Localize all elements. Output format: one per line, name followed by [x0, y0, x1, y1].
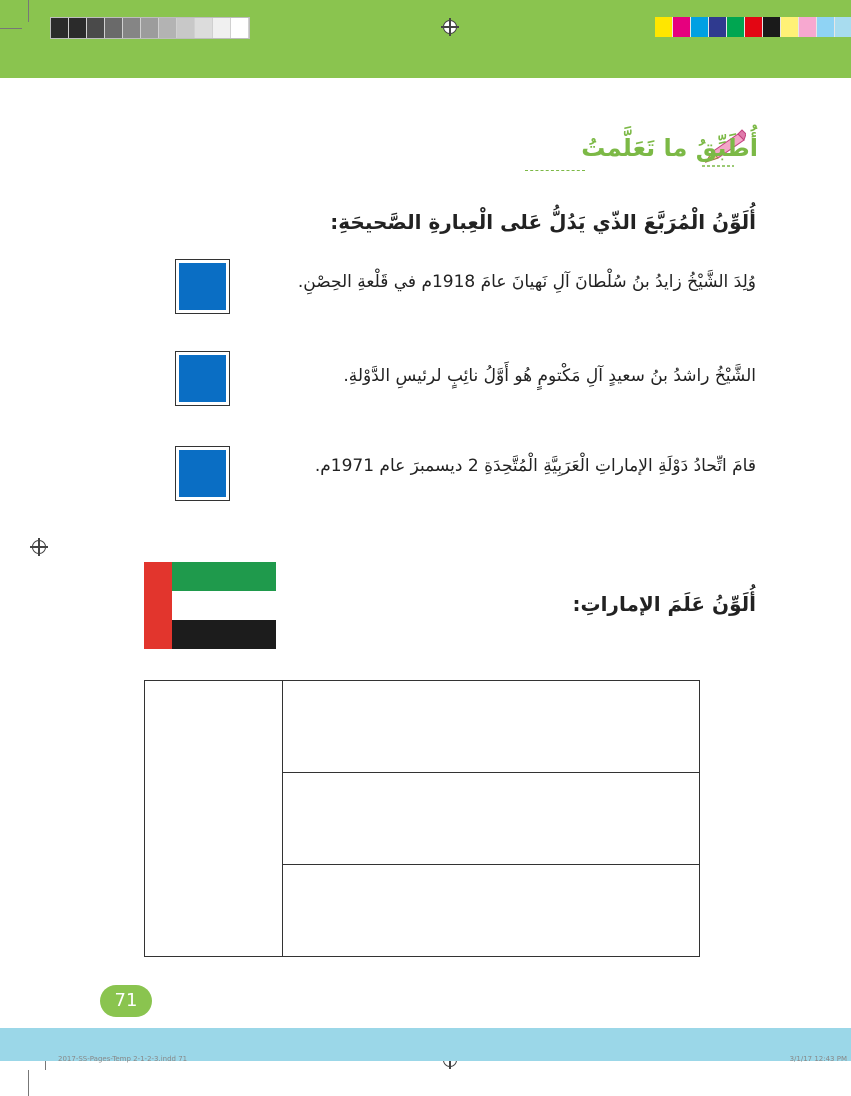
footer-timestamp: 3/1/17 12:43 PM: [789, 1055, 847, 1063]
square-fill: [179, 450, 226, 497]
gray-swatch: [87, 18, 105, 38]
gray-swatch: [51, 18, 69, 38]
color-swatch: [655, 17, 673, 37]
header-band: [0, 0, 851, 78]
color-swatch: [835, 17, 851, 37]
square-fill: [179, 355, 226, 402]
statement-2: الشَّيْخُ راشدُ بنُ سعيدٍ آلِ مَكْتومٍ هُو أَوَّلُ نائِبٍ لرئيسِ الدَّوْلةِ.: [343, 366, 756, 386]
registration-mark-icon: [443, 20, 457, 34]
flag-white-stripe: [172, 591, 276, 620]
color-calibration-bar: [655, 17, 851, 37]
coloring-area-top-stripe[interactable]: [283, 681, 699, 772]
color-swatch: [727, 17, 745, 37]
title-underline: [525, 170, 585, 171]
color-swatch: [745, 17, 763, 37]
coloring-area-vertical-band[interactable]: [145, 681, 282, 956]
flag-black-stripe: [172, 620, 276, 649]
page-number: 71: [100, 985, 152, 1017]
crop-mark: [0, 28, 22, 29]
gray-swatch: [231, 18, 249, 38]
gray-swatch: [69, 18, 87, 38]
color-swatch: [799, 17, 817, 37]
color-swatch: [817, 17, 835, 37]
section-title: أُطَبِّقُ ما تَعَلَّمتُ: [581, 134, 758, 162]
color-swatch: [673, 17, 691, 37]
gray-swatch: [105, 18, 123, 38]
exercise-1-instruction: أُلَوِّنُ الْمُرَبَّعَ الذّي يَدُلُّ عَلى الْعِبارةِ الصَّحيحَةِ:: [330, 210, 756, 234]
crop-mark: [28, 1070, 29, 1096]
exercise-2-instruction: أُلَوِّنُ عَلَمَ الإماراتِ:: [572, 592, 756, 616]
flag-coloring-outline: [144, 680, 700, 957]
footer-file-info: 2017-SS-Pages-Temp 2-1-2-3.indd 71: [58, 1055, 188, 1063]
color-swatch: [691, 17, 709, 37]
grayscale-calibration-bar: [50, 17, 250, 39]
gray-swatch: [159, 18, 177, 38]
crop-mark: [28, 0, 29, 22]
answer-square-2[interactable]: [175, 351, 230, 406]
answer-square-3[interactable]: [175, 446, 230, 501]
divider-line: [283, 864, 699, 865]
statement-3: قامَ اتِّحادُ دَوْلَةِ الإماراتِ الْعَرَبِيَّةِ الْمُتَّحِدَةِ 2 ديسمبرَ عام 1971م.: [314, 456, 756, 476]
color-swatch: [709, 17, 727, 37]
gray-swatch: [213, 18, 231, 38]
divider-line: [283, 772, 699, 773]
gray-swatch: [123, 18, 141, 38]
gray-swatch: [195, 18, 213, 38]
color-swatch: [781, 17, 799, 37]
coloring-area-bottom-stripe[interactable]: [283, 865, 699, 956]
flag-red-band: [144, 562, 172, 649]
uae-flag-reference: [144, 562, 276, 649]
gray-swatch: [141, 18, 159, 38]
flag-green-stripe: [172, 562, 276, 591]
answer-square-1[interactable]: [175, 259, 230, 314]
coloring-area-middle-stripe[interactable]: [283, 773, 699, 864]
statement-1: وُلِدَ الشَّيْخُ زايدُ بنُ سُلْطانَ آلِ نَهيانَ عامَ 1918م في قَلْعةِ الحِصْنِ.: [297, 272, 756, 292]
color-swatch: [763, 17, 781, 37]
gray-swatch: [177, 18, 195, 38]
divider-line: [282, 681, 283, 956]
registration-mark-icon: [32, 540, 46, 554]
square-fill: [179, 263, 226, 310]
